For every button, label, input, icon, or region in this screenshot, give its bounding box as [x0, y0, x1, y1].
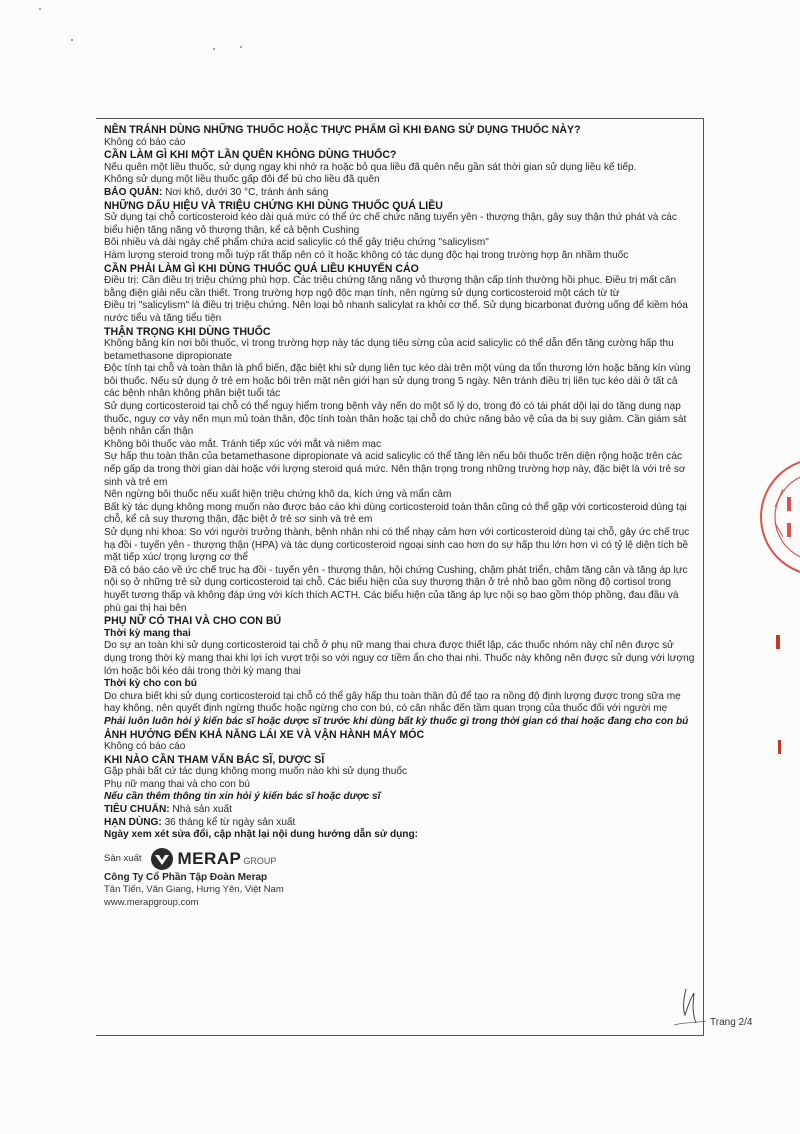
section-heading: CẦN PHẢI LÀM GÌ KHI DÙNG THUỐC QUÁ LIỀU KHUYẾN CÁO: [104, 262, 419, 275]
section-heading: ẢNH HƯỞNG ĐẾN KHẢ NĂNG LÁI XE VÀ VẬN HÀNH MÁY MÓC: [104, 728, 425, 741]
logo-suffix: GROUP: [243, 856, 277, 867]
section-heading: PHỤ NỮ CÓ THAI VÀ CHO CON BÚ: [104, 615, 282, 628]
company-website: www.merapgroup.com: [104, 897, 199, 909]
paragraph: Sử dụng corticosteroid tại chỗ có thể nguy hiểm trong bệnh vảy nến do một số lý do, trong đó có tái phát dội lại do tăng dung nạp thuốc, nguy cơ vảy nến mụn mủ toàn thân, độc tính toàn thân hoặc tại chỗ do chức năng bảo vệ của da bị suy giảm. Cần giám sát bệnh nhân cẩn thận: [104, 401, 687, 438]
standard-text: Nhà sản xuất: [169, 804, 232, 816]
paragraph: Đã có báo cáo về ức chế trục hạ đồi - tuyến yên - thượng thận, hội chứng Cushing, chậm phát triển, chậm tăng cân và tăng áp lực nội sọ ở những trẻ sử dụng corticosteroid tại chỗ. Các biểu hiện của suy thượng thận ở trẻ nhỏ bao gồm nồng độ cortisol trong huyết tương thấp và không đáp ứng với kích thích ACTH. Các biểu hiện của tăng áp lực nội sọ bao gồm thóp phồng, đau đầu và phù gai thị hai bên: [104, 564, 688, 614]
company-address: Tân Tiến, Văn Giang, Hưng Yên, Việt Nam: [104, 884, 284, 896]
paragraph: Không có báo cáo: [104, 136, 186, 148]
paragraph: Bôi nhiều và dài ngày chế phẩm chứa acid salicylic có thể gây triệu chứng "salicylism": [104, 237, 489, 249]
paragraph: Phụ nữ mang thai và cho con bú: [104, 778, 250, 790]
subsection-title: Thời kỳ mang thai: [104, 627, 191, 639]
section-heading: THẬN TRỌNG KHI DÙNG THUỐC: [104, 325, 271, 338]
advice-note: Phải luôn luôn hỏi ý kiến bác sĩ hoặc dược sĩ trước khi dùng bất kỳ thuốc gì trong thời gian có thai hoặc đang cho con bú: [104, 715, 689, 727]
paragraph: Điều trị: Cần điều trị triệu chứng phù hợp. Các triệu chứng tăng năng vỏ thượng thận cấp tính thường hồi phục. Điều trị mất cân bằng điện giải nếu cần thiết. Trong trường hợp ngộ độc mạn tính, nên ngừng sử dụng corticosteroid một cách từ từ: [104, 275, 677, 299]
paragraph: Không có báo cáo: [104, 741, 186, 753]
section-heading: NHỮNG DẤU HIỆU VÀ TRIỆU CHỨNG KHI DÙNG THUỐC QUÁ LIỀU: [104, 199, 443, 212]
paragraph: Không sử dụng một liều thuốc gấp đôi để bù cho liều đã quên: [104, 174, 380, 186]
section-heading: CẦN LÀM GÌ KHI MỘT LẦN QUÊN KHÔNG DÙNG THUỐC?: [104, 149, 397, 162]
paragraph: Độc tính tại chỗ và toàn thân là phổ biến, đặc biệt khi sử dụng liên tục kéo dài trên một vùng da tổn thương lớn hoặc băng kín vùng bôi thuốc. Nếu sử dụng ở trẻ em hoặc bôi trên mặt nên giới hạn sử dụng trong 5 ngày. Nên tránh điều trị liên tục kéo dài ở tất cả các bệnh nhân không phân biệt tuổi tác: [104, 363, 691, 400]
manufacturer-label: Sản xuất: [104, 852, 142, 864]
paragraph: Gặp phải bất cứ tác dụng không mong muốn nào khi sử dụng thuốc: [104, 766, 408, 778]
company-name: Công Ty Cổ Phần Tập Đoàn Merap: [104, 871, 268, 883]
paragraph: Do chưa biết khi sử dụng corticosteroid tại chỗ có thể gây hấp thu toàn thân đủ để tạo ra nồng độ định lượng được trong sữa mẹ hay không, nên quyết định ngừng thuốc hoặc ngừng cho con bú, có cân nhắc đến tầm quan trọng của thuốc đối với người mẹ: [104, 690, 681, 715]
paragraph: Nên ngừng bôi thuốc nếu xuất hiện triệu chứng khô da, kích ứng và mẩn cảm: [104, 489, 452, 501]
expiry-label: HẠN DÙNG:: [104, 816, 162, 828]
paragraph: Do sự an toàn khi sử dụng corticosteroid tại chỗ ở phụ nữ mang thai chưa được thiết lập, các thuốc nhóm này chỉ nên được sử dụng trong thời kỳ mang thai khi lợi ích vượt trội so với nguy cơ tiềm ẩn cho thai nhi. Thuốc này không nên được sử dụng với lượng lớn hoặc bôi kéo dài trong thời kỳ mang thai: [104, 640, 695, 677]
logo-wordmark: MERAP: [177, 848, 242, 868]
standard-label: TIÊU CHUẨN:: [104, 804, 170, 816]
storage-label: BẢO QUẢN:: [104, 186, 163, 198]
advice-note: Nếu cần thêm thông tin xin hỏi ý kiến bác sĩ hoặc dược sĩ: [104, 791, 381, 803]
paragraph: Điều trị "salicylism" là điều trị triệu chứng. Nên loại bỏ nhanh salicylat ra khỏi cơ thể. Sử dụng bicarbonat đường uống để kiềm hóa nước tiểu và tăng tiểu tiện: [104, 300, 688, 324]
paragraph: Sử dụng nhi khoa: So với người trưởng thành, bệnh nhân nhi có thể nhạy cảm hơn với corticosteroid dùng tại chỗ, gây ức chế trục hạ đồi - tuyến yên - thượng thận (HPA) và tác dụng corticosteroid ngoại sinh cao hơn do sự hấp thu lớn hơn vì có tỷ lệ diện tích bề mặt tiếp xúc/ trọng lượng cơ thể: [104, 527, 690, 564]
paragraph: Không bôi thuốc vào mắt. Tránh tiếp xúc với mắt và niêm mạc: [104, 438, 382, 450]
paragraph: Bất kỳ tác dụng không mong muốn nào được báo cáo khi dùng corticosteroid toàn thân cũng có thể gặp với corticosteroid dùng tại chỗ, kể cả suy thượng thận, đặc biệt ở trẻ sơ sinh và trẻ em: [104, 501, 687, 526]
subsection-title: Thời kỳ cho con bú: [104, 678, 197, 690]
paragraph: Không băng kín nơi bôi thuốc, vì trong trường hợp này tác dụng tiêu sừng của acid salicylic có thể dẫn đến tăng cường hấp thu betamethasone dipropionate: [104, 338, 674, 362]
paragraph: Sử dụng tại chỗ corticosteroid kéo dài quá mức có thể ức chế chức năng tuyến yên - thượng thận, gây suy thận thứ phát và các biểu hiện tăng năng vỏ thượng thận, kể cả bệnh Cushing: [104, 212, 677, 236]
page-number: Trang 2/4: [710, 1017, 753, 1028]
revision-line: Ngày xem xét sửa đổi, cập nhật lại nội dung hướng dẫn sử dụng:: [104, 829, 419, 841]
expiry-text: 36 tháng kể từ ngày sản xuất: [161, 816, 296, 828]
paragraph: Nếu quên một liều thuốc, sử dụng ngay khi nhớ ra hoặc bỏ qua liều đã quên nếu gần sát thời gian sử dụng liều kế tiếp.: [104, 161, 637, 173]
paragraph: Sự hấp thu toàn thân của betamethasone dipropionate và acid salicylic có thể tăng lên nếu bôi thuốc trên diện rộng hoặc trên các nếp gấp da trong thời gian dài hoặc với lượng steroid quá mức. Nên thận trọng trong những trường hợp này, đặc biệt là với trẻ sơ sinh và trẻ em: [104, 451, 686, 488]
paragraph: Hàm lượng steroid trong mỗi tuýp rất thấp nên có ít hoặc không có tác dụng độc hại trong trường hợp ăn nhầm thuốc: [104, 249, 629, 261]
section-heading: KHI NÀO CẦN THAM VẤN BÁC SĨ, DƯỢC SĨ: [104, 753, 325, 766]
section-heading: NÊN TRÁNH DÙNG NHỮNG THUỐC HOẶC THỰC PHẨM GÌ KHI ĐANG SỬ DỤNG THUỐC NÀY?: [104, 124, 581, 136]
storage-text: Nơi khô, dưới 30 °C, tránh ánh sáng: [162, 186, 329, 198]
